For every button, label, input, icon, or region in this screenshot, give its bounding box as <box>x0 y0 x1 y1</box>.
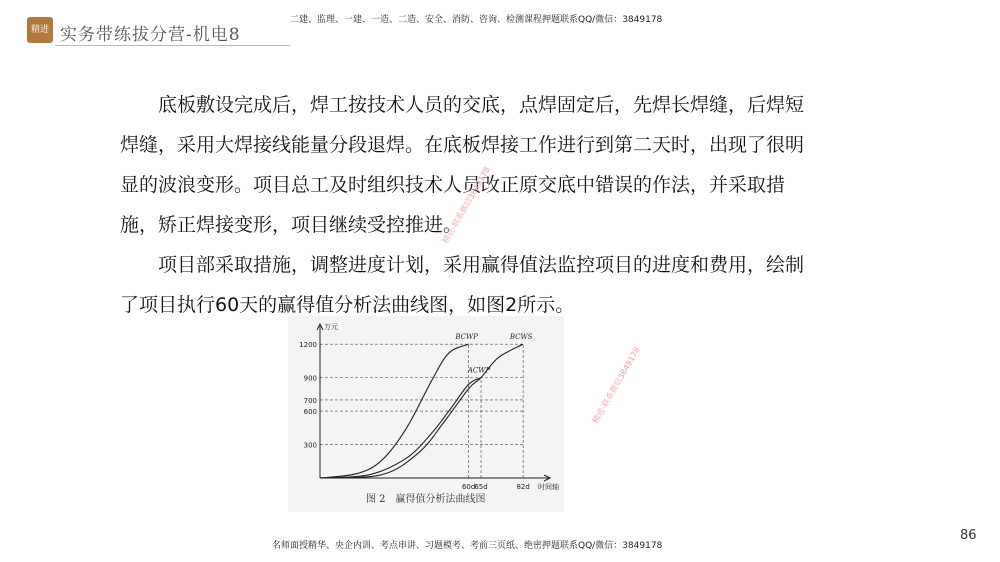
series-line-acwp <box>320 378 481 478</box>
x-tick-label: 65d <box>474 483 488 491</box>
top-contact-notice: 二建、监理、一建、一造、二造、安全、消防、咨询、检测课程押题联系QQ/微信：3849178 <box>290 15 663 25</box>
y-tick-label: 600 <box>303 408 317 417</box>
brand-logo: 精进 <box>27 17 53 43</box>
paragraph-2: 项目部采取措施，调整进度计划，采用赢得值法监控项目的进度和费用，绘制了项目执行60天的赢得值分析法曲线图，如图2所示。 <box>120 254 805 316</box>
y-tick-label: 900 <box>303 374 317 383</box>
y-tick-label: 300 <box>303 441 317 450</box>
x-tick-label: 60d <box>461 483 476 491</box>
earned-value-figure <box>288 316 564 512</box>
figure-caption: 图 2 赢得值分析法曲线图 <box>366 494 486 505</box>
watermark: 精进-联系微信3849178 <box>440 165 492 245</box>
footer-contact-notice: 名师面授精华、央企内训、考点串讲、习题模考、考前三页纸、绝密押题联系QQ/微信：3849178 <box>272 541 663 551</box>
x-tick-label: 82d <box>516 483 530 491</box>
page-header-title: 实务带练拔分营-机电8 <box>60 25 241 45</box>
earned-value-chart <box>288 316 564 512</box>
series-label-bcwp: BCWP <box>455 333 478 342</box>
y-tick-label: 700 <box>303 396 317 405</box>
y-tick-label: 1200 <box>299 341 317 350</box>
page-number: 86 <box>960 528 977 543</box>
series-label-bcws: BCWS <box>509 333 533 342</box>
watermark: 精进-联系微信3849178 <box>590 345 642 425</box>
paragraph-1: 底板敷设完成后，焊工按技术人员的交底，点焊固定后，先焊长焊缝，后焊短焊缝，采用大焊接线能量分段退焊。在底板焊接工作进行到第二天时，出现了很明显的波浪变形。项目总工及时组织技术人员改正原交底中错误的作法，并采取措施，矫正焊接变形，项目继续受控推进。 <box>120 94 805 236</box>
header-divider <box>55 45 290 46</box>
x-axis-label: 时间轴 <box>538 483 559 491</box>
y-axis-label: 万元 <box>324 323 338 331</box>
series-label-acwp: ACWP <box>467 366 491 375</box>
